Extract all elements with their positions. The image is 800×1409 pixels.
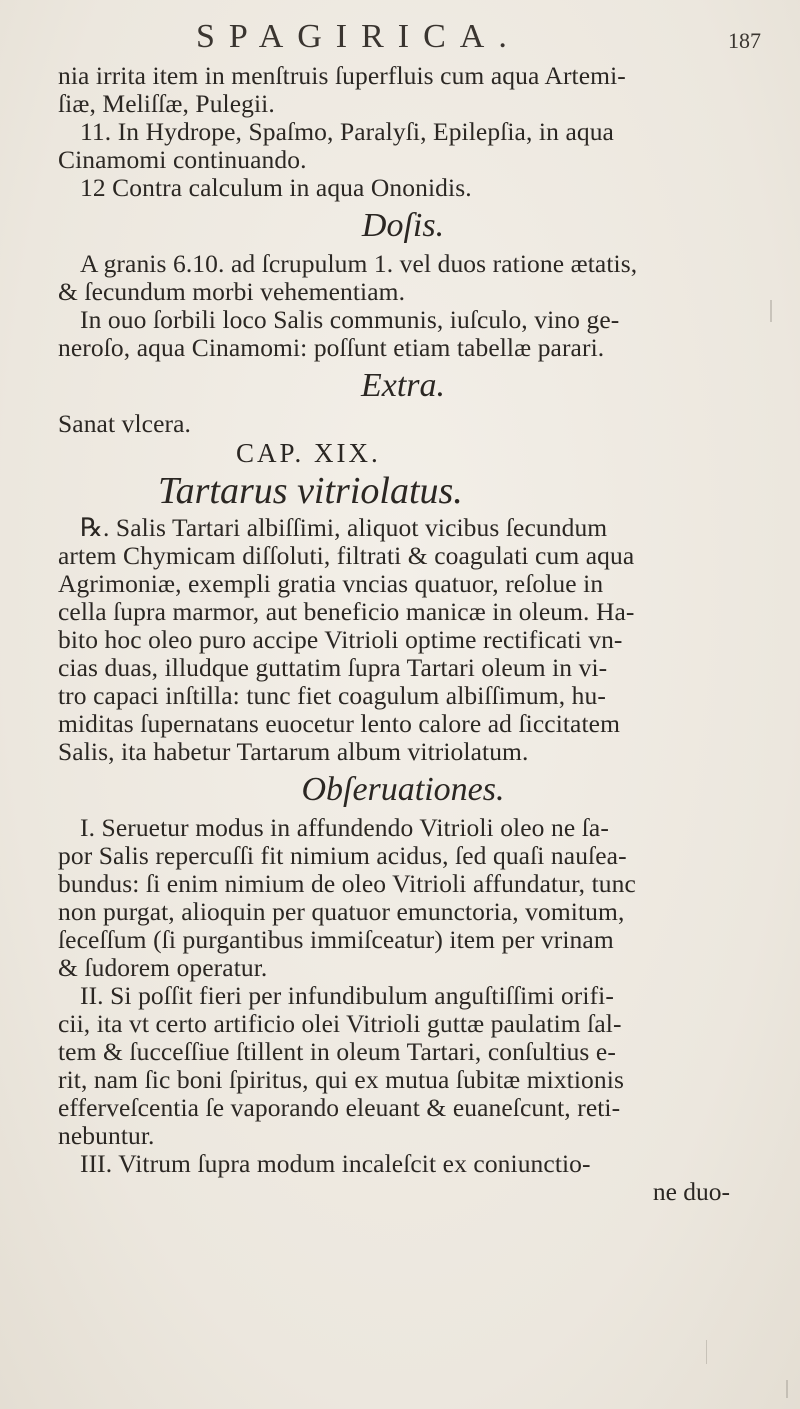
chapter-title: Tartarus vitriolatus. [158, 470, 463, 512]
text-line: bito hoc oleo puro accipe Vitrioli optime rectificati vn- [58, 625, 623, 654]
running-title: SPAGIRICA. [196, 18, 521, 55]
text-line: 11. In Hydrope, Spaſmo, Paralyſi, Epilepſia, in aqua [80, 117, 614, 146]
text-line: & ſecundum morbi vehementiam. [58, 277, 406, 306]
page-header [0, 18, 800, 58]
text-line: 12 Contra calculum in aqua Ononidis. [80, 173, 472, 202]
text-line: Salis, ita habetur Tartarum album vitriolatum. [58, 737, 529, 766]
text-line: nia irrita item in menſtruis ſuperfluis cum aqua Artemi- [58, 61, 626, 90]
text-line: non purgat, alioquin per quatuor emunctoria, vomitum, [58, 897, 625, 926]
text-line: cii, ita vt certo artificio olei Vitrioli guttæ paulatim ſal- [58, 1009, 622, 1038]
text-line: nebuntur. [58, 1121, 155, 1150]
text-line: rit, nam ſic boni ſpiritus, qui ex mutua ſubitæ mixtionis [58, 1065, 624, 1094]
text-line: neroſo, aqua Cinamomi: poſſunt etiam tabellæ parari. [58, 333, 605, 362]
text-line: Cinamomi continuando. [58, 145, 307, 174]
text-line: Sanat vlcera. [58, 409, 191, 438]
text-line: efferveſcentia ſe vaporando eleuant & euaneſcunt, reti- [58, 1093, 621, 1122]
text-line: ℞. Salis Tartari albiſſimi, aliquot vicibus ſecundum [80, 513, 608, 542]
page-number: 187 [728, 28, 761, 53]
catchword: ne duo- [652, 1177, 730, 1206]
text-line: bundus: ſi enim nimium de oleo Vitrioli affundatur, tunc [58, 869, 636, 898]
text-line: ſiæ, Meliſſæ, Pulegii. [58, 89, 275, 118]
text-line: ſeceſſum (ſi purgantibus immiſceatur) item per vrinam [58, 925, 614, 954]
section-heading-dosis: Doſis. [361, 207, 445, 244]
text-line: por Salis repercuſſi fit nimium acidus, ſed quaſi nauſea- [58, 841, 627, 870]
text-line: tem & ſucceſſiue ſtillent in oleum Tartari, conſultius e- [58, 1037, 616, 1066]
text-line: Agrimoniæ, exempli gratia vncias quatuor, reſolue in [58, 569, 604, 598]
body-text [58, 62, 748, 1206]
text-line: tro capaci inſtilla: tunc fiet coagulum albiſſimum, hu- [58, 681, 606, 710]
text-line: II. Si poſſit fieri per infundibulum anguſtiſſimi orifi- [80, 981, 614, 1010]
paper-speck [706, 1340, 707, 1364]
text-line: cias duas, illudque guttatim ſupra Tartari oleum in vi- [58, 653, 608, 682]
text-line: A granis 6.10. ad ſcrupulum 1. vel duos ratione ætatis, [80, 249, 638, 278]
paper-speck [770, 300, 772, 322]
text-line: artem Chymicam diſſoluti, filtrati & coagulati cum aqua [58, 541, 635, 570]
text-line: In ouo ſorbili loco Salis communis, iuſculo, vino ge- [80, 305, 620, 334]
text-line: I. Seruetur modus in affundendo Vitrioli oleo ne ſa- [80, 813, 609, 842]
chapter-number: CAP. XIX. [236, 438, 381, 468]
text-line: miditas ſupernatans euocetur lento calore ad ſiccitatem [58, 709, 621, 738]
text-line: & ſudorem operatur. [58, 953, 268, 982]
paper-speck [786, 1380, 788, 1398]
text-line: cella ſupra marmor, aut beneficio manicæ in oleum. Ha- [58, 597, 635, 626]
section-heading-observationes: Obſeruationes. [301, 771, 505, 808]
section-heading-extra: Extra. [360, 367, 446, 404]
text-line: III. Vitrum ſupra modum incaleſcit ex coniunctio- [80, 1149, 591, 1178]
